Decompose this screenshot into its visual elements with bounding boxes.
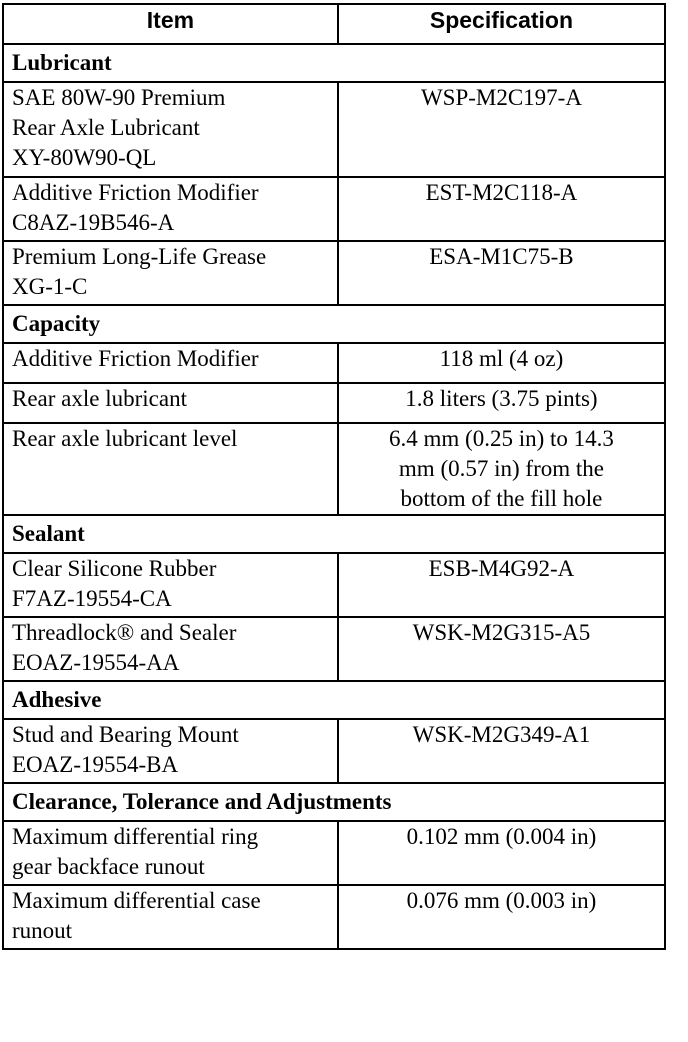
item-line: C8AZ-19B546-A: [12, 210, 175, 235]
spec-cell: WSK-M2G315-A5: [338, 617, 665, 681]
table-row: [3, 617, 665, 681]
spec-cell: ESA-M1C75-B: [338, 241, 665, 305]
section-sealant: [3, 515, 665, 553]
item-cell: [3, 423, 338, 515]
section-title: Clearance, Tolerance and Adjustments: [3, 783, 665, 821]
item-cell: [3, 241, 338, 305]
table-row: [3, 553, 665, 617]
header-item: Item: [3, 4, 338, 44]
item-line: EOAZ-19554-BA: [12, 752, 179, 777]
item-cell: [3, 343, 338, 383]
section-title: Sealant: [3, 515, 665, 553]
table-row: [3, 241, 665, 305]
section-capacity: [3, 305, 665, 343]
table-row: [3, 383, 665, 423]
spec-line: mm (0.57 in) from the: [398, 456, 604, 481]
table-row: [3, 719, 665, 783]
item-line: Maximum differential ring: [12, 824, 259, 849]
spec-cell: 0.102 mm (0.004 in): [338, 821, 665, 885]
item-line: Rear axle lubricant level: [12, 426, 238, 451]
table-row: [3, 885, 665, 949]
section-title: Adhesive: [3, 681, 665, 719]
item-cell: [3, 617, 338, 681]
spec-cell: [338, 343, 665, 383]
item-line: runout: [12, 918, 73, 943]
item-cell: [3, 177, 338, 241]
item-line: Maximum differential case: [12, 888, 261, 913]
table-row: [3, 343, 665, 383]
item-cell: [3, 885, 338, 949]
table-row: [3, 82, 665, 177]
section-title: Lubricant: [3, 44, 665, 82]
item-line: Stud and Bearing Mount: [12, 722, 239, 747]
table-row: [3, 821, 665, 885]
item-line: Additive Friction Modifier: [12, 346, 259, 371]
item-line: Rear axle lubricant: [12, 386, 187, 411]
item-line: Additive Friction Modifier: [12, 180, 259, 205]
header-row: [3, 4, 665, 44]
spec-cell: WSK-M2G349-A1: [338, 719, 665, 783]
spec-cell: ESB-M4G92-A: [338, 553, 665, 617]
item-line: EOAZ-19554-AA: [12, 650, 180, 675]
table-row: [3, 423, 665, 515]
item-line: F7AZ-19554-CA: [12, 586, 172, 611]
item-line: SAE 80W-90 Premium: [12, 85, 226, 110]
spec-cell: EST-M2C118-A: [338, 177, 665, 241]
item-line: Threadlock® and Sealer: [12, 620, 237, 645]
section-title: Capacity: [3, 305, 665, 343]
spec-line: 118 ml (4 oz): [439, 346, 564, 371]
item-cell: [3, 553, 338, 617]
section-adhesive: [3, 681, 665, 719]
table-row: [3, 177, 665, 241]
section-lubricant: [3, 44, 665, 82]
spec-cell: [338, 383, 665, 423]
item-line: XY-80W90-QL: [12, 145, 157, 170]
spec-cell: 0.076 mm (0.003 in): [338, 885, 665, 949]
spec-cell: [338, 423, 665, 515]
header-specification: Specification: [338, 4, 665, 44]
spec-line: 6.4 mm (0.25 in) to 14.3: [389, 426, 614, 451]
item-line: Rear Axle Lubricant: [12, 115, 200, 140]
item-line: Clear Silicone Rubber: [12, 556, 217, 581]
item-cell: [3, 719, 338, 783]
item-line: Premium Long-Life Grease: [12, 244, 267, 269]
spec-line: bottom of the fill hole: [400, 486, 603, 511]
item-cell: [3, 383, 338, 423]
item-cell: [3, 82, 338, 177]
item-line: XG-1-C: [12, 274, 88, 299]
item-cell: [3, 821, 338, 885]
section-clearance: [3, 783, 665, 821]
spec-cell: WSP-M2C197-A: [338, 82, 665, 177]
item-line: gear backface runout: [12, 854, 205, 879]
spec-line: 1.8 liters (3.75 pints): [405, 386, 598, 411]
specifications-table: [2, 3, 666, 950]
